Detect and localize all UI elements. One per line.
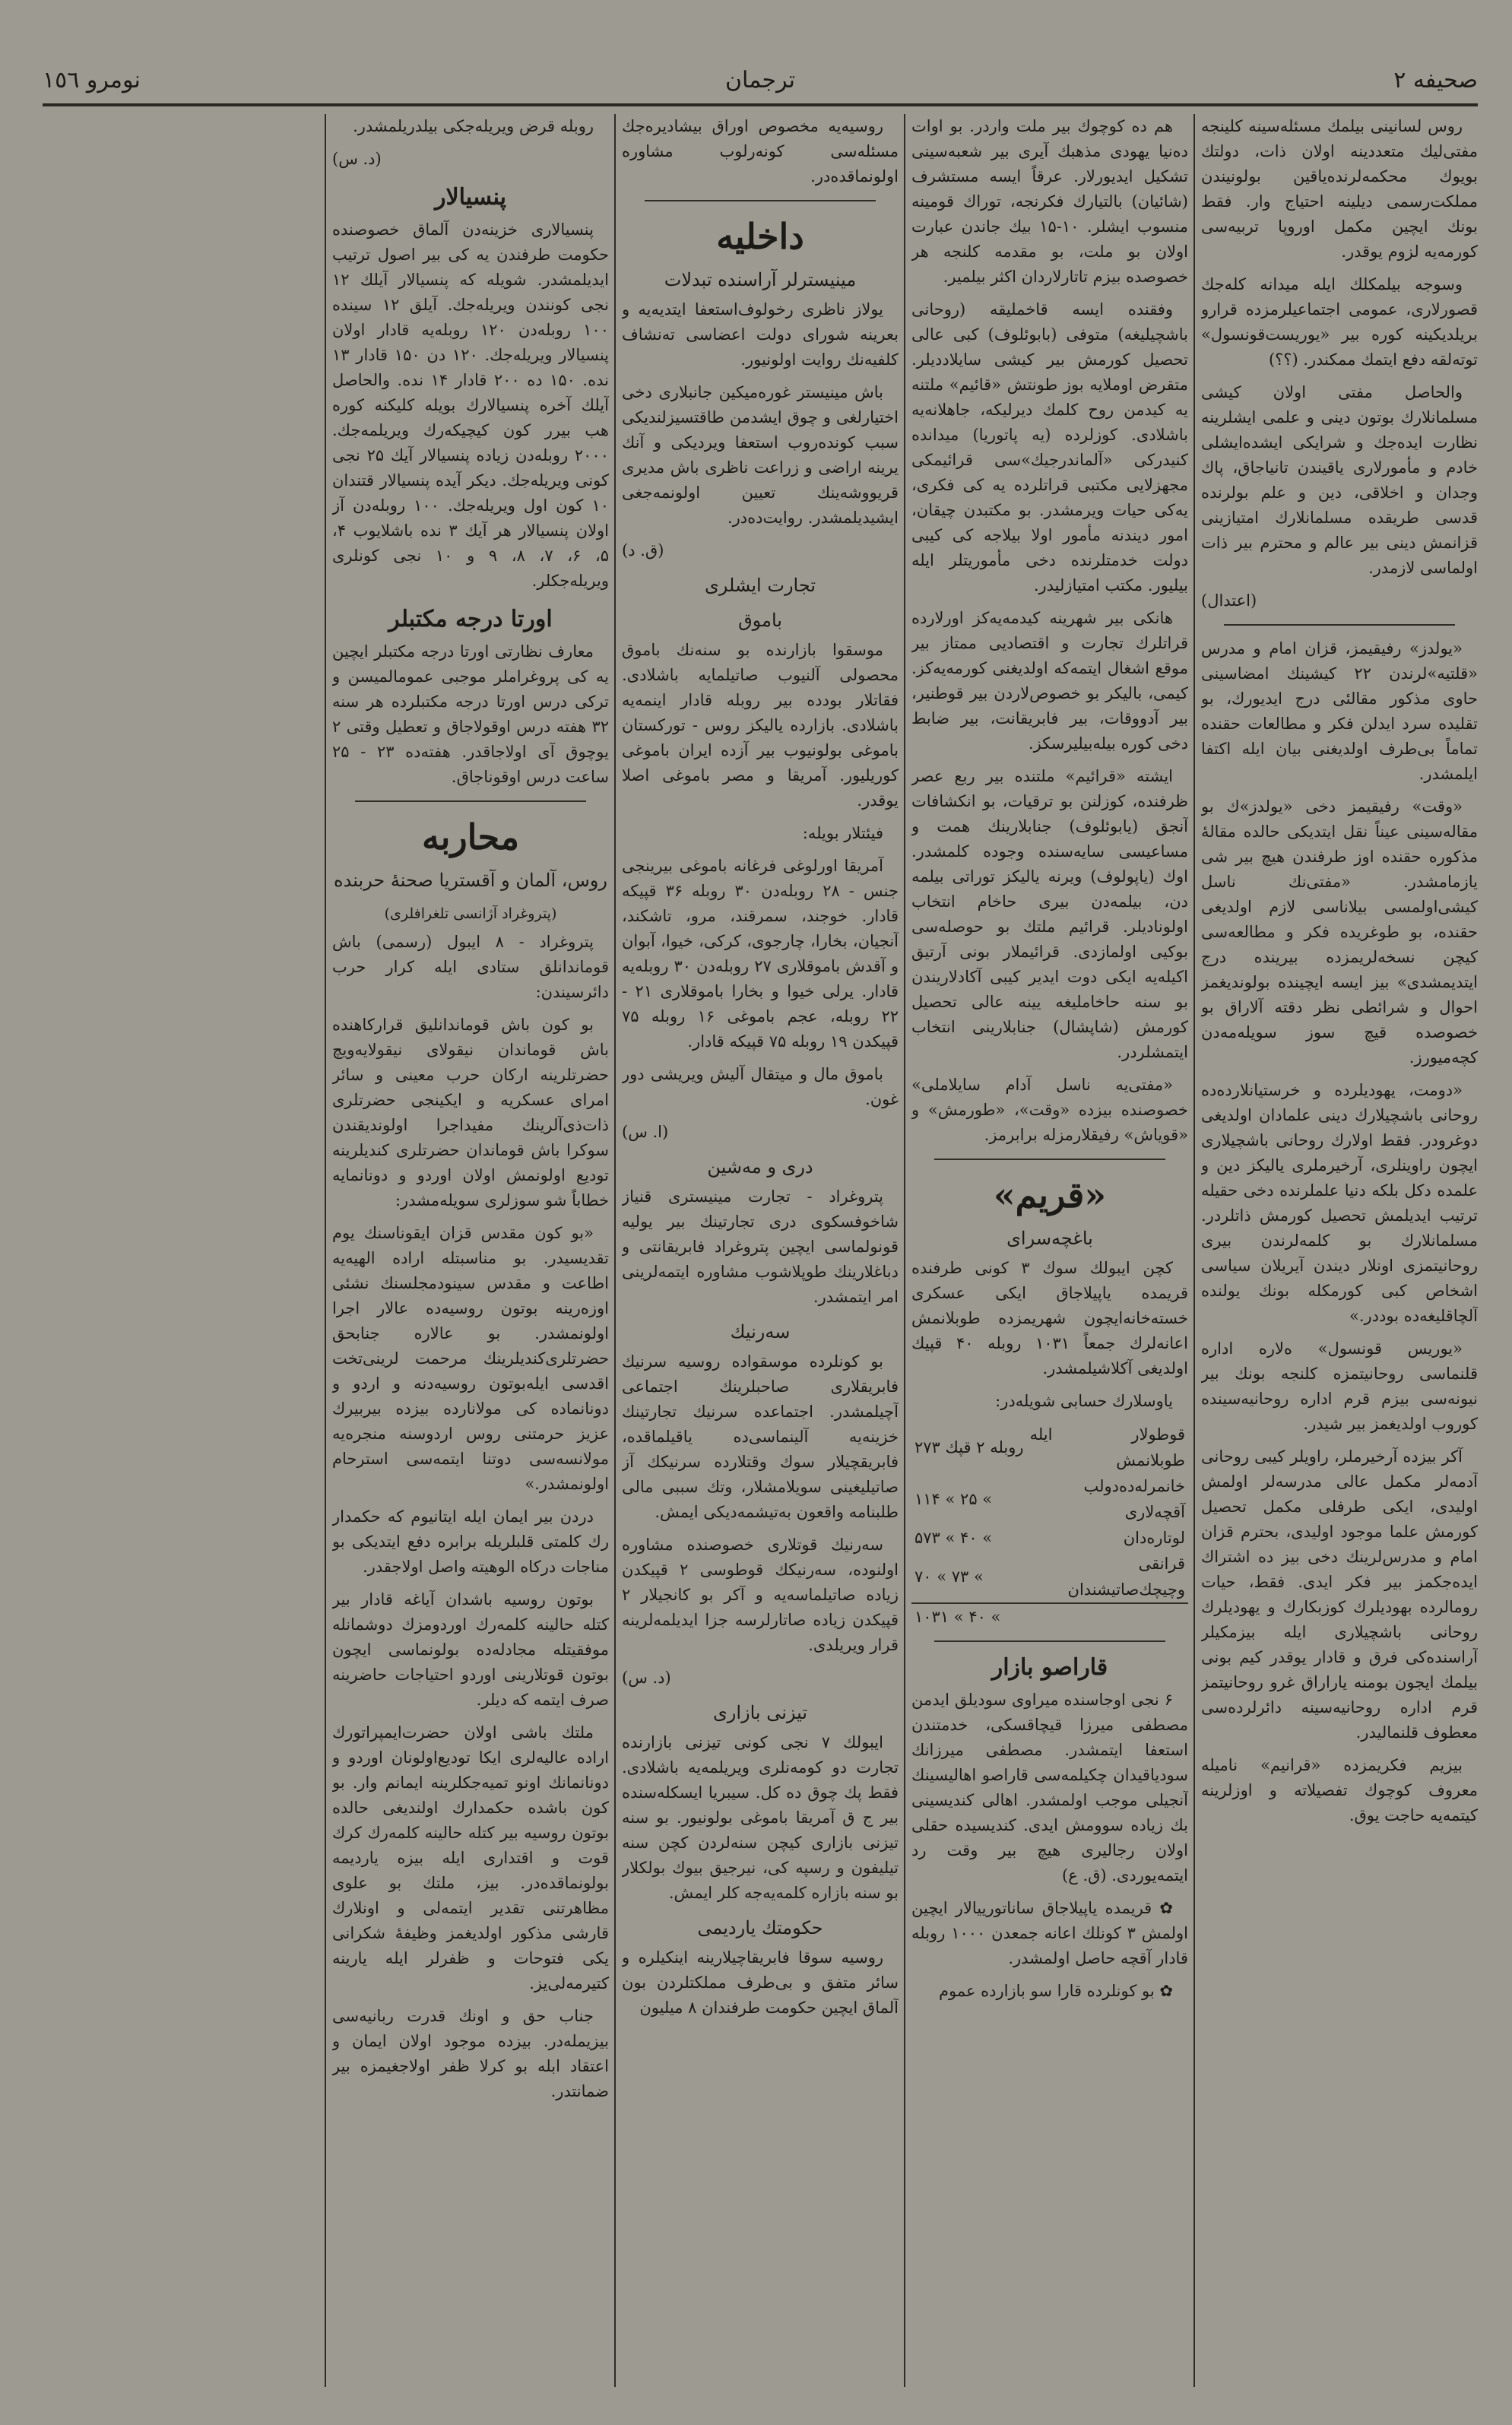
paragraph: پتروغراد - تجارت مینیستری قنیاز شاخوفسکوی دری تجارتینك بیر یولیه قونولماسی ایچین پتروغراد فابریقانتی و دباغلارینك طوپلاشوب مشاوره ایتمه‌لرینی امر ایتمشدر. <box>622 1187 899 1306</box>
column-2 <box>911 114 1188 2387</box>
signature: (د. س) <box>622 1669 671 1687</box>
paragraph: یاوسلارك حسابی شویله‌در: <box>995 1392 1173 1410</box>
table-row <box>911 1525 1188 1551</box>
paragraph: ۶ نجی اوجاسنده میراوی سودیلق ایدمن مصطفی میرزا قیچاقسکی، خدمتندن استعفا ایتمشدر. مصطفی میرزانك سودیاقیدان چکیلمه‌سی قاراصو اهالیسینك آنجیلی موجب اولمشدر. اهالی کندیسینی بك زیاده سوومش ایدی. کندیسیده حقلی اولان رجالیری هیچ بیر وقت رد ایتمه‌یوردی. (ق. ع) <box>911 1691 1188 1885</box>
subheading: باغچه‌سرای <box>1006 1228 1093 1249</box>
subheading: مینیسترلر آراسنده تبدلات <box>664 269 857 290</box>
newspaper-name: ترجمان <box>725 67 795 94</box>
table-row <box>911 1551 1188 1603</box>
row-value: ۱۱۴ « ۲۵ « <box>914 1490 993 1508</box>
paragraph: وفقنده ایسه قاخملیقه (روحانی باشچیلیغه) متوفی (بابوئلوف) کبی عالی تحصیل کورمش بیر کیشی سایلاددیلر. متقرض اوملایه بوز طونتش «قائیم» ملتنه یه کیدمن روح کلمك دیرلیکه، جاهلانه‌یه باشلادی. کوزلرده (یه پاتوریا) میدانده کنیدرکی «آلماندرجیك»‌سی قرائیمکی مجهزلایی مکتبی قراتلرده یه کی فکری، یه‌کی حیات ویرمشدر. بو مکتبدن چیقان، امور دیندنه مأمور اولا بیلاجه کی کیبی دولت خدمتلرنده دخی مأموریتلر ایله بیلیور. مکتب امتیازلیدر. <box>911 300 1188 594</box>
subheading: دری و مه‌شین <box>707 1156 813 1178</box>
subheading: باموق <box>738 610 782 631</box>
paragraph: وسوجه بیلمکلك ایله میدانه کله‌جك قصورلاری، عمومی اجتماعیلرمزده قرارو بریلدیکینه کوره بیر «یوریست‌قونسول» توته‌لقه دفع ایتمك ممکندر. (؟؟) <box>1201 275 1478 369</box>
section-title: محاربه <box>421 816 520 857</box>
signature: (ق. د) <box>622 541 664 559</box>
paragraph: ایشته «قرائیم» ملتنده بیر ربع عصر ظرفنده، کوزلنن بو ترقیات، بو انکشافات آنجق (یابوئلوف) جنابلارینك همت و مساعیسی سایه‌سنده وجوده کلمشدر. اوك (یاپولوف) ویرنه یالیکز توراتی بیلمه دن، بیلمه‌دن بیری حاخام انتخاب اولونادیلر. قرائیم ملتك بو حوصله‌سی بوکیی اولمازدی. قرائیملار بونی آرتیق اکیله‌یه ایکی دوت ایدیر کیبی آکادلاریندن بو سنه حاخاملیغه یینه عالی تحصیل کورمش (شاپشال) جنابلارینی انتخاب ایتمشلردر. <box>911 767 1188 1061</box>
paragraph: هم ده کوچوك بیر ملت واردر. بو اوات ده‌نیا یهودی مذهبك آیری بیر شعبه‌سینی تشکیل ایدیورلار. عرقاً ایسه مستشرف (شائیان) بالتیارك فکرنجه، توراك قومینه منسوب ایشلر. ۱۰-۱۵ بیك جاندن عبارت اولان بو ملت، بو مقدمه کلنجه هر خصوصده بیزم تاتارلاردان اکثر بیلمیر. <box>911 117 1188 286</box>
paragraph: «مفتی‌یه ناسل آدام سایلاملی» خصوصنده بیزده «وقت»، «طورمش» و «قویاش» رفیقلارمزله برابرمز. <box>911 1076 1188 1144</box>
table-row <box>911 1473 1188 1525</box>
paragraph: آکر بیزده آرخیرملر، راویلر کیبی روحانی آدمه‌لر مکمل عالی مدرسه‌لر اولمش اولیدی، ایکی طرفلی مکمل تحصیل کورمش علما موجود اولیدی، بحترم قزان امام و مدرس‌لرینك دخی بیز ده اشتراك ایده‌جکمز بیر فکر ایدی. فقط، حیات رومالرده بهودیلرك کوزبکارك و یهودیلرك روحانی باشچیلاری ایله بیزمکیلر آراسنده‌كی فرق و قادار یوقدر کیم بونی بیلمك ایجون بومنه یاراراق غرو روحانیتمز قرم اداره روحانیه‌سینه دائرلرده‌سی معطوف قلنمالیدر. <box>1201 1447 1478 1742</box>
page-number: صحیفه ۲ <box>1393 67 1478 94</box>
row-label: قرانقی و‌چیچك‌صاتیشندان <box>1067 1555 1185 1599</box>
paragraph: بیزیم فکریمزده «قرانیم» نامیله معروف کوچوك تفصیلاته و اوزلرینه کیتمه‌یه حاجت یوق. <box>1201 1756 1478 1824</box>
paragraph: روسیه‌یه مخصوص اوراق بیشادیره‌جك مسئله‌سی کونه‌رلوب مشاوره اولونماقده‌در. <box>622 117 899 185</box>
subheading: تیزنی بازاری <box>712 1702 808 1723</box>
divider <box>645 200 876 201</box>
section-title: «قریم» <box>993 1174 1107 1216</box>
row-label: لوتاره‌دان <box>1123 1529 1185 1547</box>
divider <box>355 800 586 802</box>
paragraph: فیئتلار بویله: <box>802 824 883 842</box>
paragraph: «یولدز» رفیقیمز، قزان امام و مدرس «قلتیه»‌لرندن ۲۲ کیشینك امضاسینی حاوی مذکور مقالئی درج ایدیورك، بو تقلیده سرد ایدلن فکر و مطالعات حقنده تماماً بی‌طرف اولدیغنی بیان ایله اکتفا ایلمشدر. <box>1201 639 1478 783</box>
column-1 <box>1201 114 1478 2387</box>
columns <box>43 114 1478 2387</box>
paragraph: کچن ایبولك سوك ۳ کونی طرفنده قریمده یاپیلاجاق ایکی عسکری خسته‌خانه‌ایچون شهریمزده طوبلانمش اعانه‌لرك جمعاً ۱۰۳۱ روبله ۴۰ قپیك اولدیغی آکلاشیلمشدر. <box>911 1259 1188 1377</box>
paragraph: بو کونلرده موسقواده روسیه سرنیك فابریقلاری صاحبلرینك اجتماعی آچیلمشدر. اجتماعده سرنیك تجارتینك خزینه‌یه آلینماسی‌ده یاقیلماقده، فابریقچیلار سوك وقتلارده سرنیکك آز صاتیلیغینی سویلامشلار، وتك سببی مالی طلبنامه واقعون به‌تیشمه‌دیکی ایمش. <box>622 1352 899 1521</box>
signature: (ا. س) <box>622 1123 669 1141</box>
table-total-row <box>911 1603 1188 1630</box>
column-divider <box>325 114 326 2387</box>
section-title: داخلیه <box>716 216 804 257</box>
paragraph: روسیه سوقا فابریقاچیلارینه اینکیلره و سائر متفق و بی‌طرف مملکتلردن بون آلماق ایچین حکومت طرفندان ۸ میلیون <box>622 1948 899 2017</box>
column-divider <box>614 114 616 2387</box>
paragraph: «یوریس قونسول» ه‌لاره اداره قلنماسی روحانیتمزه کلنجه بونك بیر نیونه‌سی بیزم قرم اداره روحانیه‌سینده کوروب اولدیغمز بیر شیدر. <box>1201 1339 1478 1433</box>
paragraph: والحاصل مفتی اولان کیشی مسلمانلارك بوتون دینی و علمی ایشلرینه نظارت ایده‌جك و شرایکی ایشده‌ایشلی خادم و مأمورلاری یاقیندن تانیاجاق، پاك وجدان و اخلاقی، دین و علم بولرنده قدسی طریقده مسلمانلارك امتیازینی قزانمش دینی بیر عالم و محترم بیر ذات اولماسی لازمدر. <box>1201 383 1478 577</box>
issue-number: نومرو ١٥٦ <box>43 67 141 94</box>
column-divider <box>1193 114 1195 2387</box>
paragraph: روبله قرض ویریله‌جکی بیلدریلمشدر. <box>353 117 594 135</box>
paragraph: یولاز ناظری رخولوف‌استعفا ایتدیه‌یه و بعرینه شورای دولت اعضاسی ته‌نشاف کلفیه‌نك روایت اولونیور. <box>622 300 899 369</box>
subheading: روس، آلمان و آقستریا صحنهٔ حربنده <box>334 870 607 891</box>
column-divider <box>904 114 905 2387</box>
paragraph: «بو کون مقدس قزان ایقوناسنك یوم تقدیسیدر. بو مناسبتله اراده الهیه‌یه اطاعت و مقدس سینود‌مجلسنك نشئی اوزه‌رینه بوتون روسیه‌ده عالار اجرا اولونمشدر. بو عالاره جنابحق حضرتلری‌کندیلرینك مرحمت لرینی‌تخت اقدسی ایله‌بوتون روسیه‌دنه و اردو و دونانماده کی مولانارده بیزده بیر‌بیرك عزیز حرمتنی روس اردوسنه منجره‌یه مولانسه‌سی دوتنا ایتمه‌سی استرحام اولونمشدر.» <box>332 1224 609 1493</box>
page-header <box>43 53 1478 106</box>
paragraph: موسقوا بازارنده بو سنه‌نك باموق محصولی آلنیوب صاتیلمایه باشلادی. فقاتلار بودده بیر روبله قادار اینمه‌یه باشلادی. بازارده یالیکز روس - تورکستان باموغی بولونیوب بیر آزده ایران باموغی کوریلیور. آمریقا و مصر باموغی اصلا یوقدر. <box>622 641 899 810</box>
row-value: ۲۷۳ روبله ۲ قپك <box>914 1438 1024 1457</box>
paragraph: باش مینیستر غوره‌میکین جانبلاری دخی اختیارلغی و چوق ایشدمن طاقتسیزلندیکی سبب کونده‌روب استعفا ویردیکی و آنك یرینه اراضی و زراعت ناظری باش مدیری قریووشه‌ینك تعیین اولونمه‌جغی ایشیدیلمشدر. روایت‌ده‌در. <box>622 383 899 527</box>
divider <box>934 1640 1165 1642</box>
column-4 <box>332 114 609 2387</box>
headline: قاراصو بازار <box>991 1654 1108 1681</box>
paragraph: دردن بیر ایمان ایله ایتانیوم که حکمدار رك کلمتی قلبلریله برابره دفع ایتدیکی بو مناجات درکاه الوهیته واصل اولاجقدر. <box>332 1507 609 1576</box>
paragraph: آمریقا اورلوغی فرغانه باموغی بیرینجی جنس - ۲۸ روبله‌دن ۳۰ روبله ۳۶ قپیکه قادار. خوجند، سمرقند، مرو، تاشکند، آنجیان، بخارا، چارجوی، کرکی، خیوا، آبوان و آقدش باموقلاری ۲۷ روبله‌دن ۳۰ روبله‌یه قادار. یرلی خیوا و بخارا باموقلاری ۲۱ - ۲۲ روبله، عجم باموغی ۱۶ روبله ۷۵ قپیکدن ۱۹ روبله ۷۵ قپیکه قادار. <box>622 857 899 1051</box>
paragraph: «دومت، یهودیلرده و خرستیانلارده‌ده روحانی باشچیلارك دینی علمادان اولدیغی دوغرودر. فقط اولارك روحانی باشچیلاری ایچون راوینلری، آرخیرملری یالیکز دین و علمده دکل بلکه دنیا علملرنده دخی حقیله ترتیب ایدیلمش تحصیل کورمش ذاتلردر. مسلمانلارك بو کلمه‌لرندن بیری روحانیتمزی اونلار دیندن آیریلان سیاسی اشخاص کبی کورمکله بونك یولنده آلچاقلیغه‌ده بوددر.» <box>1201 1081 1478 1325</box>
paragraph: ✿ بو کونلرده قارا سو بازارده عموم <box>938 1982 1173 2000</box>
row-label: خانمرله‌ده‌دولب آقچه‌لاری <box>1083 1477 1185 1521</box>
headline: اورتا درجه مکتبلر <box>388 606 553 632</box>
table-row <box>911 1422 1188 1473</box>
paragraph: بو کون باش قوماندانلیق قرارکاهنده باش قوماندان نیقولای نیقولایه‌ویچ حضرتلرینه ارکان حرب معینی و سائر امرای عسکریه و ایکینجی حضرتلری ذات‌ذی‌آلرینك مفید‌اجرا اولوندیقندن سوکرا باش قوماندان حضرتلری کندیلرینه تودیع اولونمش اولان اوردو و دونانمایه خطاباً شو سوزلری سویله‌مشدر: <box>332 1016 609 1209</box>
paragraph: ملتك باشی اولان حضرت‌ایمپراتورك اراده عالیه‌لری ایکا تودیع‌اولونان اوردو و دونانمانك اونو تمیه‌جکلرینه ایمانم وار. بو کون باشده حکمدارك اولندیغی حالده بوتون روسیه بیر کتله حالینه کلمه‌رك کرك قوت و اقتداری ایله بیزه یاردیمه بولونماقده‌در. بیز، ملتك بو علوی مظاهرتنی تقدیر ایتمه‌لی و اونلارك قارشی مذکور اولدیغمز وظیفهٔ شکرانی یکی فتوحات و ظفرلر ایله یارینه کتیرمه‌لی‌یز. <box>332 1723 609 1992</box>
divider <box>934 1159 1165 1160</box>
row-label: قوطولار ایله طوبلانمش <box>1029 1425 1185 1469</box>
signature: (اعتدال) <box>1201 591 1257 610</box>
paragraph: ✿ قریمده یاپیلاجاق سانا‌تورییالار ایچین اولمش ۳ کونلك اعانه جمعدن ۱۰۰۰ روبله قادار آقچه حاصل اولمشدر. <box>911 1899 1188 1967</box>
signature: (د. س) <box>332 150 382 168</box>
column-3 <box>622 114 899 2387</box>
headline: پنسیالار <box>435 184 506 211</box>
row-value: ۵۷۳ « ۴۰ « <box>914 1529 993 1547</box>
subheading: (پتروغراد آژانسی تلغرافلری) <box>384 905 557 922</box>
subheading: حکومتك یاردیمی <box>697 1917 823 1938</box>
subheading: تجارت ایشلری <box>704 575 816 596</box>
paragraph: جناب حق و اونك قدرت ربانیه‌سی بیزیمله‌در. بیزده موجود اولان ایمان و اعتقاد ابله بو کرلا ظفر اولاجغیمزه بیر ضمانتدر. <box>332 2007 609 2100</box>
paragraph: هانکی بیر شهرینه کیدمه‌یه‌کز اورلارده قراتلرك تجارت و اقتصادیی ممتاز بیر موقع اشغال ایتمه‌که اولدیغنی کورمه‌یه‌کز. کیمی، بالیکر بو خصوص‌لاردن بیر قوطنیر، بیر آدووقات، بیر فابریقانت، بیر ضابط دخی کوره بیله‌بیلیرسکز. <box>911 609 1188 753</box>
paragraph: پتروغراد - ۸ ایبول (رسمی) باش قوماندانلق ستادی ایله کرار حرب دائرسیندن: <box>332 933 609 1001</box>
column-5 <box>43 114 319 2387</box>
paragraph: سه‌رنیك قوتلاری خصوصنده مشاوره اولنوده، سه‌رنیکك قوطوسی ۲ قپیکدن زیاده صاتیلماسه‌یه و آکر بو کانجیلار ۲ قپیکدن زیاده صاتارلرسه جزا ایدیلمه‌لرینه قرار ویریلدی. <box>622 1536 899 1654</box>
row-value: ۷۰ « ۷۳ « <box>914 1568 984 1586</box>
paragraph: باموق مال و میتقال آلیش ویریشی دور غون. <box>622 1065 899 1108</box>
paragraph: ایبولك ۷ نجی کونی تیزنی بازارنده تجارت دو کومه‌نلری ویریلمه‌یه باشلادی. فقط پك چوق ده کل. سیبریا ایسکله‌سنده بیر ج ق آمریقا باموغی بولونیور. بو سنه تیزنی بازاری کیچن سنه‌لردن کچن سنه تیلیفون و رسپه کی، نیرجیق بیوك بولکلار بو سنه بازاره کلمه‌یه‌جه کلر ایمش. <box>622 1733 899 1902</box>
paragraph: «وقت» رفیقیمز دخی «یولدز»ك بو مقاله‌سینی عیناً نقل ایتدیکی حالده مقالهٔ مذکوره حقنده اوز طرفندن هیچ بیر شی یازمامشدر. «مفتی‌نك ناسل کیشی‌اولمسی بیلاناسی لازم اولدیغی حقنده، بو طوغریده فکر و مطالعه‌سی کیچن نسخه‌لریمزده بیرینده درج ایتدیمشدی» بیز ایسه ایچینده بولوندیغمز احوال و شرائطی نظر دقته آلاراق بو خصوصده قیچ سوز سویله‌مه‌دن کچه‌میورز. <box>1201 797 1478 1067</box>
divider <box>1224 624 1455 626</box>
donations-table <box>911 1422 1188 1630</box>
paragraph: روس لسانینی بیلمك مسئله‌سینه کلینجه مفتی‌لیك متعددینه اولان ذات، دولتك بویوك محکمه‌لرنده‌یاقین بولونیندن مملکت‌رسمی دیلینه احتیاج وار. فقط بونك ایچین مکمل اوروپا تربیه‌سی کورمه‌یه لزوم یوقدر. <box>1201 117 1478 261</box>
subheading: سه‌رنیك <box>730 1321 791 1342</box>
total-value: ۱۰۳۱ « ۴۰ « <box>914 1608 1001 1626</box>
paragraph: بوتون روسیه باشدان آیاغه قادار بیر کتله حالینه کلمه‌رك اوردومزك دوشمانله موفقیتله مجادله‌ده بولونماسی ایچون بوتون قوتلارینی اوردو احتیاجات حاضرینه صرف ایتمه که دیلر. <box>332 1590 609 1709</box>
paragraph: معارف نظارتی اورتا درجه مکتبلر ایچین یه کی پروغراملر موجبی عمومالمیسن و ترکی درس اورتا درجه مکتبلرده هر سنه ۳۲ هفته درس اوقولاجاق و تعطیل وقتی ۲ یوچوق آی اولاجاقدر. هفته‌ده ۲۳ - ۲۵ ساعت درس اوقوناجاق. <box>332 642 609 786</box>
header-rule <box>43 103 1478 106</box>
paragraph: پنسیالاری خزینه‌دن آلماق خصوصنده حکومت طرفندن یه کی بیر اصول ترتیب ایدیلمشدر. شویله که پنسیالار آیلك ۱۲ نجی کونندن ویریله‌جك. آیلق ۱۲ سینده ۱۰۰ روبله‌دن ۱۲۰ روبله‌یه قادار اولان پنسیالار ویریله‌جك. ۱۲۰ دن ۱۵۰ قادار ۱۳ نده. ۱۵۰ ده ۲۰۰ قادار ۱۴ نده. والحاصل آیلك آخره پنسیالارك بویله کلیکنه کوره هب بیرر کون کیچیکه‌رك ویریلمه‌جك. ۲۰۰۰ روبله‌دن زیاده پنسیالار آیك ۲۵ نجی کونی ویریله‌جك. دیکر آیده پنسیالار قتندان ۱۰ کون اول ویریله‌جك. ۱۰۰ روبله‌دن آز اولان پنسیالار هر آیك ۳ نده باشلایوب ۴، ۵، ۶، ۷، ۸، ۹ و ۱۰ نجی کونلری ویریله‌جکلر. <box>332 220 609 590</box>
